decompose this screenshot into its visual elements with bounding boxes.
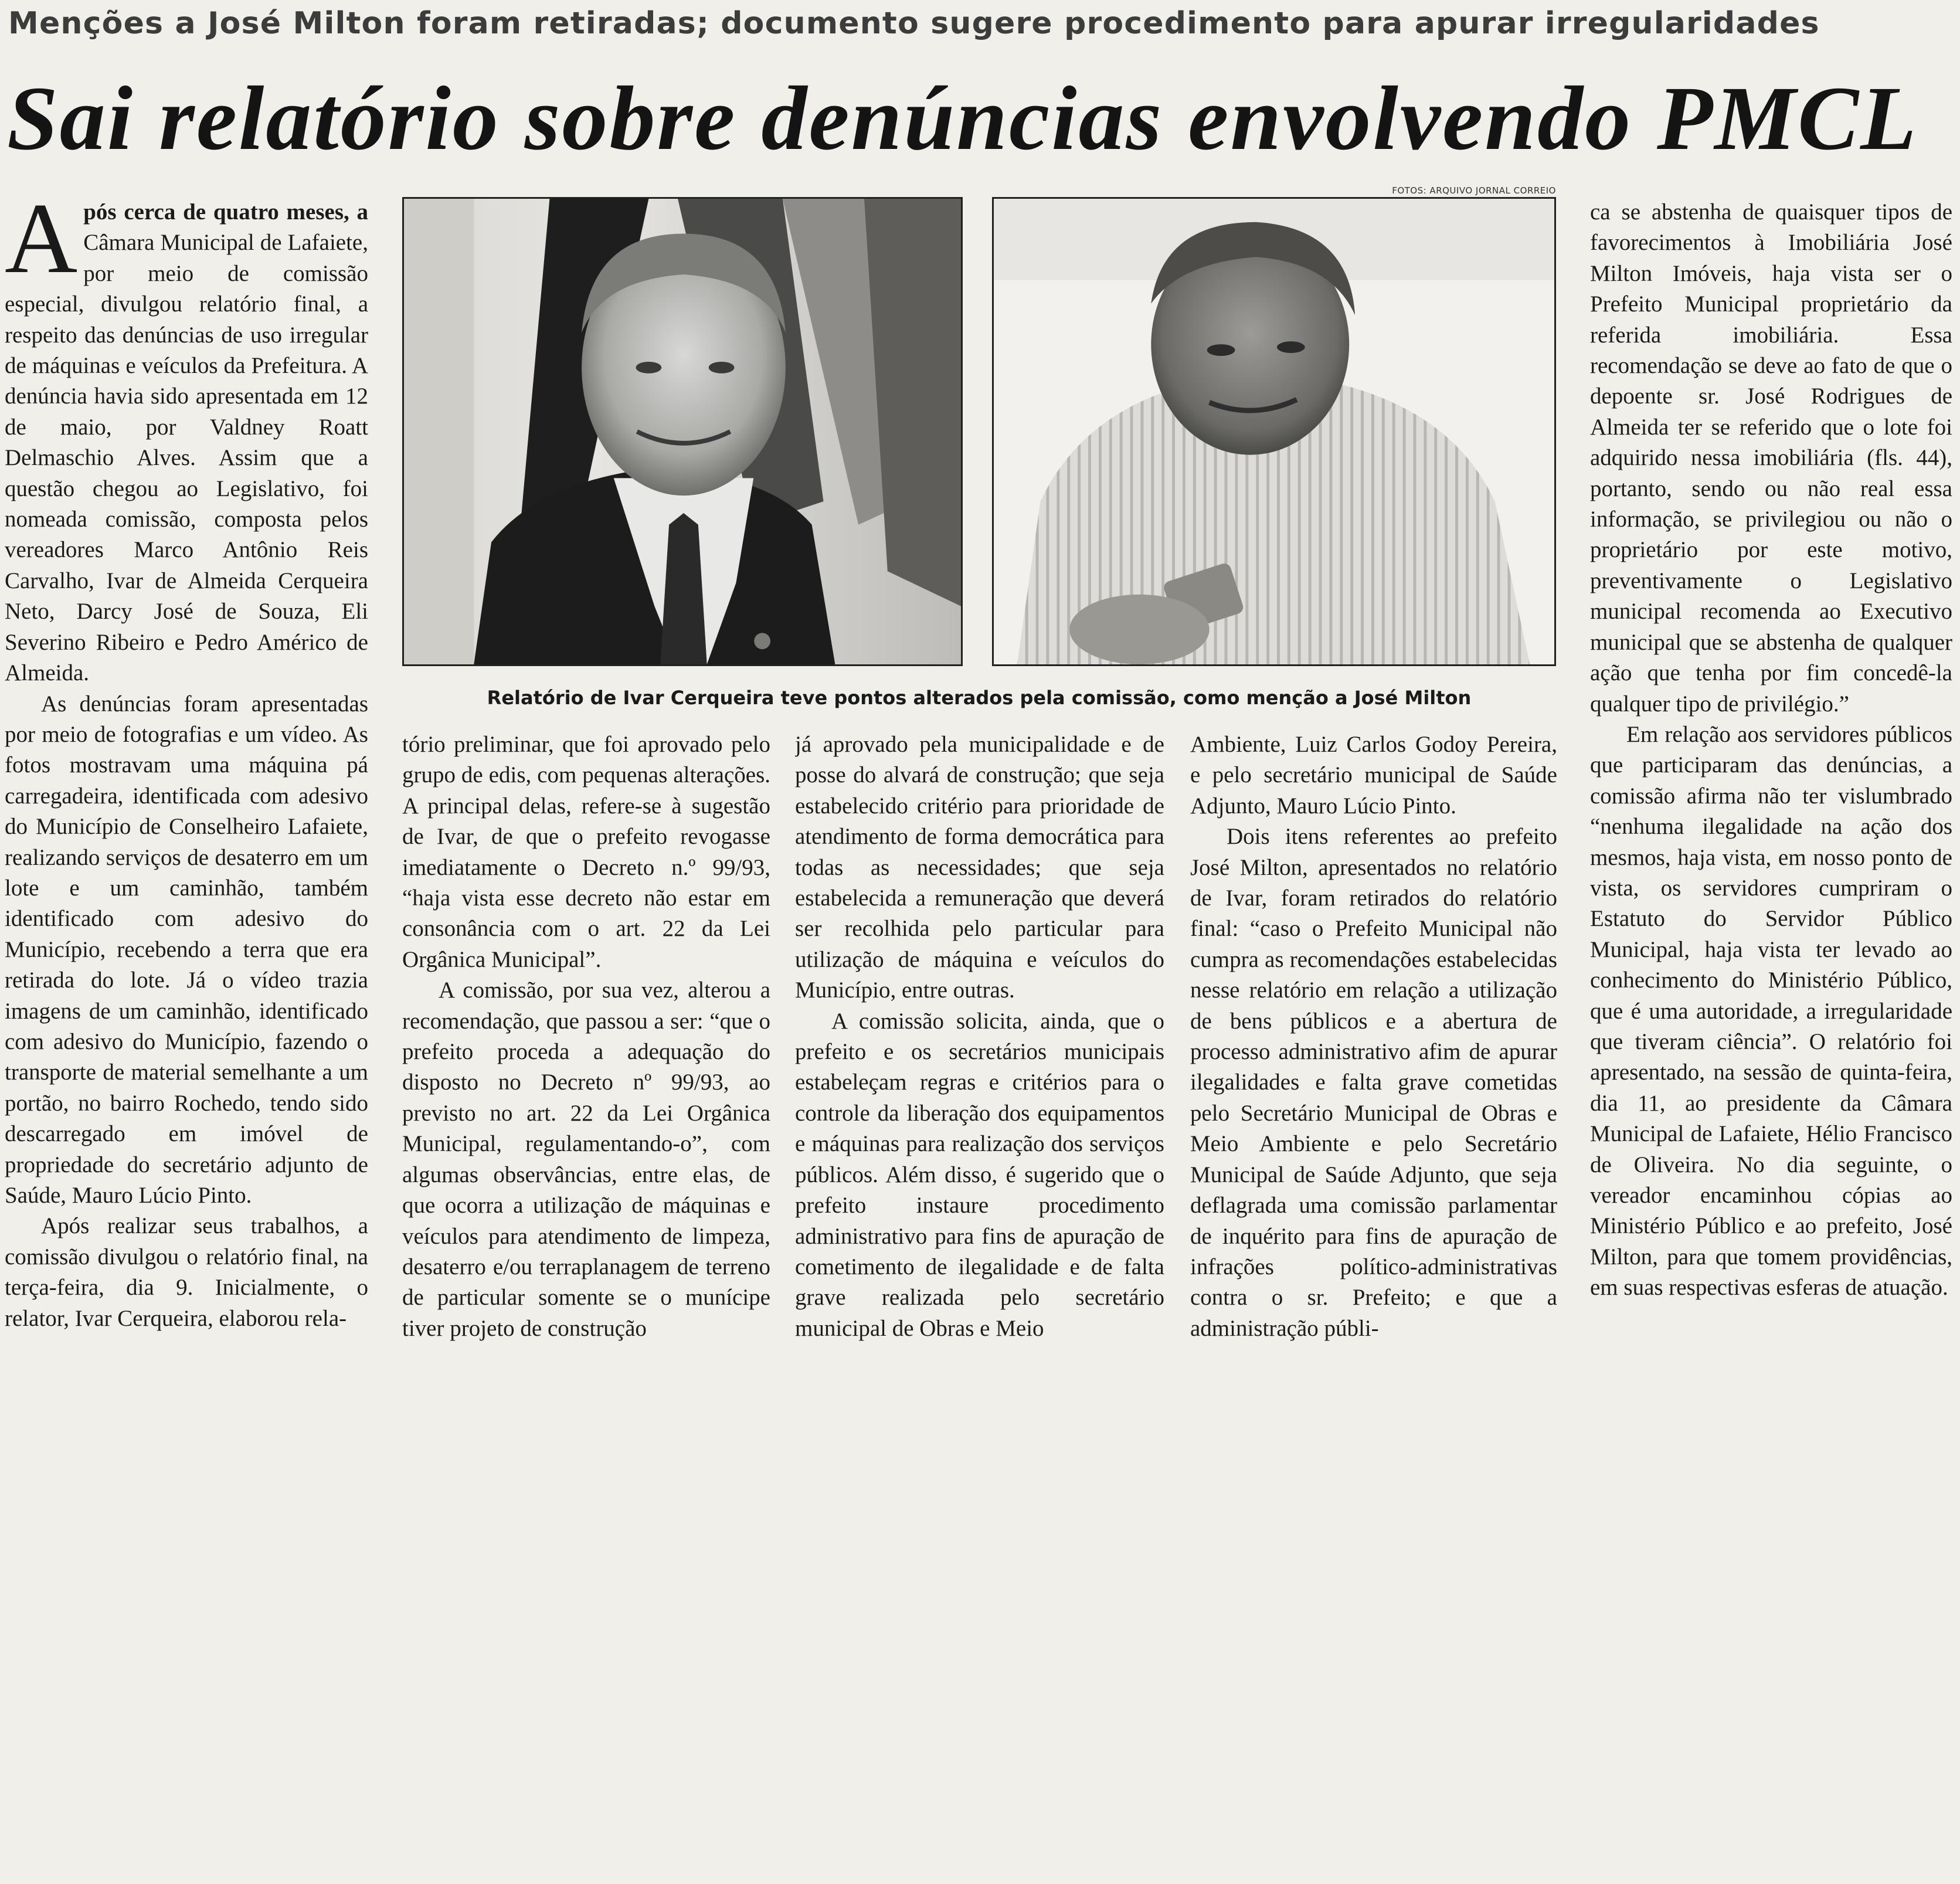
article-column-5 — [1590, 197, 1952, 1352]
article-paragraph: A comissão solicita, ainda, que o prefeito e os secretários municipais estabeleçam regras e critérios para o controle da liberação dos equipamentos e máquinas para realização dos serviços públicos. Além disso, é sugerido que o prefeito instaure procedimento administrativo para fins de apuração de cometimento de ilegalidade e de falta grave realizada pelo secretário municipal de Obras e Meio — [795, 1008, 1164, 1341]
article-column-3 — [795, 729, 1164, 1884]
photo-ivar-cerqueira — [402, 197, 963, 666]
article-kicker: Menções a José Milton foram retiradas; documento sugere procedimento para apurar irregularidades — [8, 6, 1820, 41]
photo-caption: Relatório de Ivar Cerqueira teve pontos alterados pela comissão, como menção a José Milton — [487, 687, 1472, 709]
article-paragraph: tório preliminar, que foi aprovado pelo grupo de edis, com pequenas alterações. A principal delas, refere-se à sugestão de Ivar, de que o prefeito revogasse imediatamente o Decreto n.º 99/93, “haja vista esse decreto não estar em consonância com o art. 22 da Lei Orgânica Municipal”. — [402, 732, 770, 972]
article-paragraph: Dois itens referentes ao prefeito José Milton, apresentados no relatório de Ivar, foram retirados do relatório final: “caso o Prefeito Municipal não cumpra as recomendações estabelecidas nesse relatório em relação a utilização de bens públicos e a abertura de processo administrativo afim de apurar ilegalidades e falta grave cometidas pelo Secretário Municipal de Obras e Meio Ambiente e pelo Secretário Municipal de Saúde Adjunto, que seja deflagrada uma comissão parlamentar de inquérito para fins de apuração de infrações político-administrativas contra o sr. Prefeito; e que a administração públi- — [1190, 824, 1557, 1341]
drop-cap: A — [5, 197, 78, 294]
article-paragraph: Após realizar seus trabalhos, a comissão divulgou o relatório final, na terça-feira, dia 9. Inicialmente, o relator, Ivar Cerqueira, elaborou rela- — [5, 1213, 368, 1331]
article-column-4 — [1190, 729, 1557, 1884]
article-paragraph: Ambiente, Luiz Carlos Godoy Pereira, e pelo secretário municipal de Saúde Adjunto, Mauro Lúcio Pinto. — [1190, 732, 1557, 819]
article-column-2 — [402, 729, 770, 1884]
article-paragraph: A comissão, por sua vez, alterou a recomendação, que passou a ser: “que o prefeito proceda a adequação do disposto no Decreto nº 99/93, ao previsto no art. 22 da Lei Orgânica Municipal, regulamentando-o”, com algumas observâncias, entre elas, de que ocorra a utilização de máquinas e veículos para atendimento de limpeza, desaterro e/ou terraplanagem de terreno de particular somente se o munícipe tiver projeto de construção — [402, 977, 770, 1341]
article-paragraph: já aprovado pela municipalidade e de posse do alvará de construção; que seja estabelecido critério para prioridade de atendimento de forma democrática para todas as necessidades; que seja estabelecida a remuneração que deverá ser recolhida pelo particular para utilização de máquina e veículos do Município, entre outras. — [795, 732, 1164, 1003]
lead-in-text: pós cerca de quatro meses, a — [83, 199, 368, 225]
article-headline: Sai relatório sobre denúncias envolvendo PMCL — [7, 67, 1918, 169]
photo-jose-milton — [992, 197, 1556, 666]
article-paragraph — [5, 197, 368, 689]
article-paragraph: As denúncias foram apresentadas por meio de fotografias e um vídeo. As fotos mostravam uma máquina pá carregadeira, identificada com adesivo do Município de Conselheiro Lafaiete, realizando serviços de desaterro em um lote e um caminhão, também identificado com adesivo do Município, recebendo a terra que era retirada do lote. Já o vídeo trazia imagens de um caminhão, identificado com adesivo do Município, fazendo o transporte de material semelhante a um portão, no bairro Rochedo, tendo sido descarregado em imóvel de propriedade do secretário adjunto de Saúde, Mauro Lúcio Pinto. — [5, 691, 368, 1208]
article-paragraph: ca se abstenha de quaisquer tipos de favorecimentos à Imobiliária José Milton Imóveis, haja vista ser o Prefeito Municipal proprietário da referida imobiliária. Essa recomendação se deve ao fato de que o depoente sr. José Rodrigues de Almeida ter se referido que o lote foi adquirido nessa imobiliária (fls. 44), portanto, sendo ou não real essa informação, se privilegiou ou não o proprietário por este motivo, preventivamente o Legislativo municipal recomenda ao Executivo municipal que se abstenha de qualquer ação que tenha por fim concedê-la qualquer tipo de privilégio.” — [1590, 199, 1952, 717]
article-paragraph: Em relação aos servidores públicos que participaram das denúncias, a comissão afirma não ter vislumbrado “nenhuma ilegalidade na ação dos mesmos, haja vista, em nosso ponto de vista, os servidores cumpriram o Estatuto do Servidor Público Municipal, haja vista ter levado ao conhecimento do Ministério Público, que é uma autoridade, a irregularidade que tiveram ciência”. O relatório foi apresentado, na sessão de quinta-feira, dia 11, ao presidente da Câmara Municipal de Lafaiete, Hélio Francisco de Oliveira. No dia seguinte, o vereador encaminhou cópias ao Ministério Público e ao prefeito, José Milton, para que tomem providências, em suas respectivas esferas de atuação. — [1590, 721, 1952, 1301]
article-column-1 — [5, 197, 368, 1352]
photo-credit: FOTOS: ARQUIVO JORNAL CORREIO — [1392, 185, 1556, 196]
paragraph-text: Câmara Municipal de Lafaiete, por meio de comissão especial, divulgou relatório final, a respeito das denúncias de uso irregular de máquinas e veículos da Prefeitura. A denúncia havia sido apresentada em 12 de maio, por Valdney Roatt Delmaschio Alves. Assim que a questão chegou ao Legislativo, foi nomeada comissão, composta pelos vereadores Marco Antônio Reis Carvalho, Ivar de Almeida Cerqueira Neto, Darcy José de Souza, Eli Severino Ribeiro e Pedro Américo de Almeida. — [5, 230, 368, 686]
